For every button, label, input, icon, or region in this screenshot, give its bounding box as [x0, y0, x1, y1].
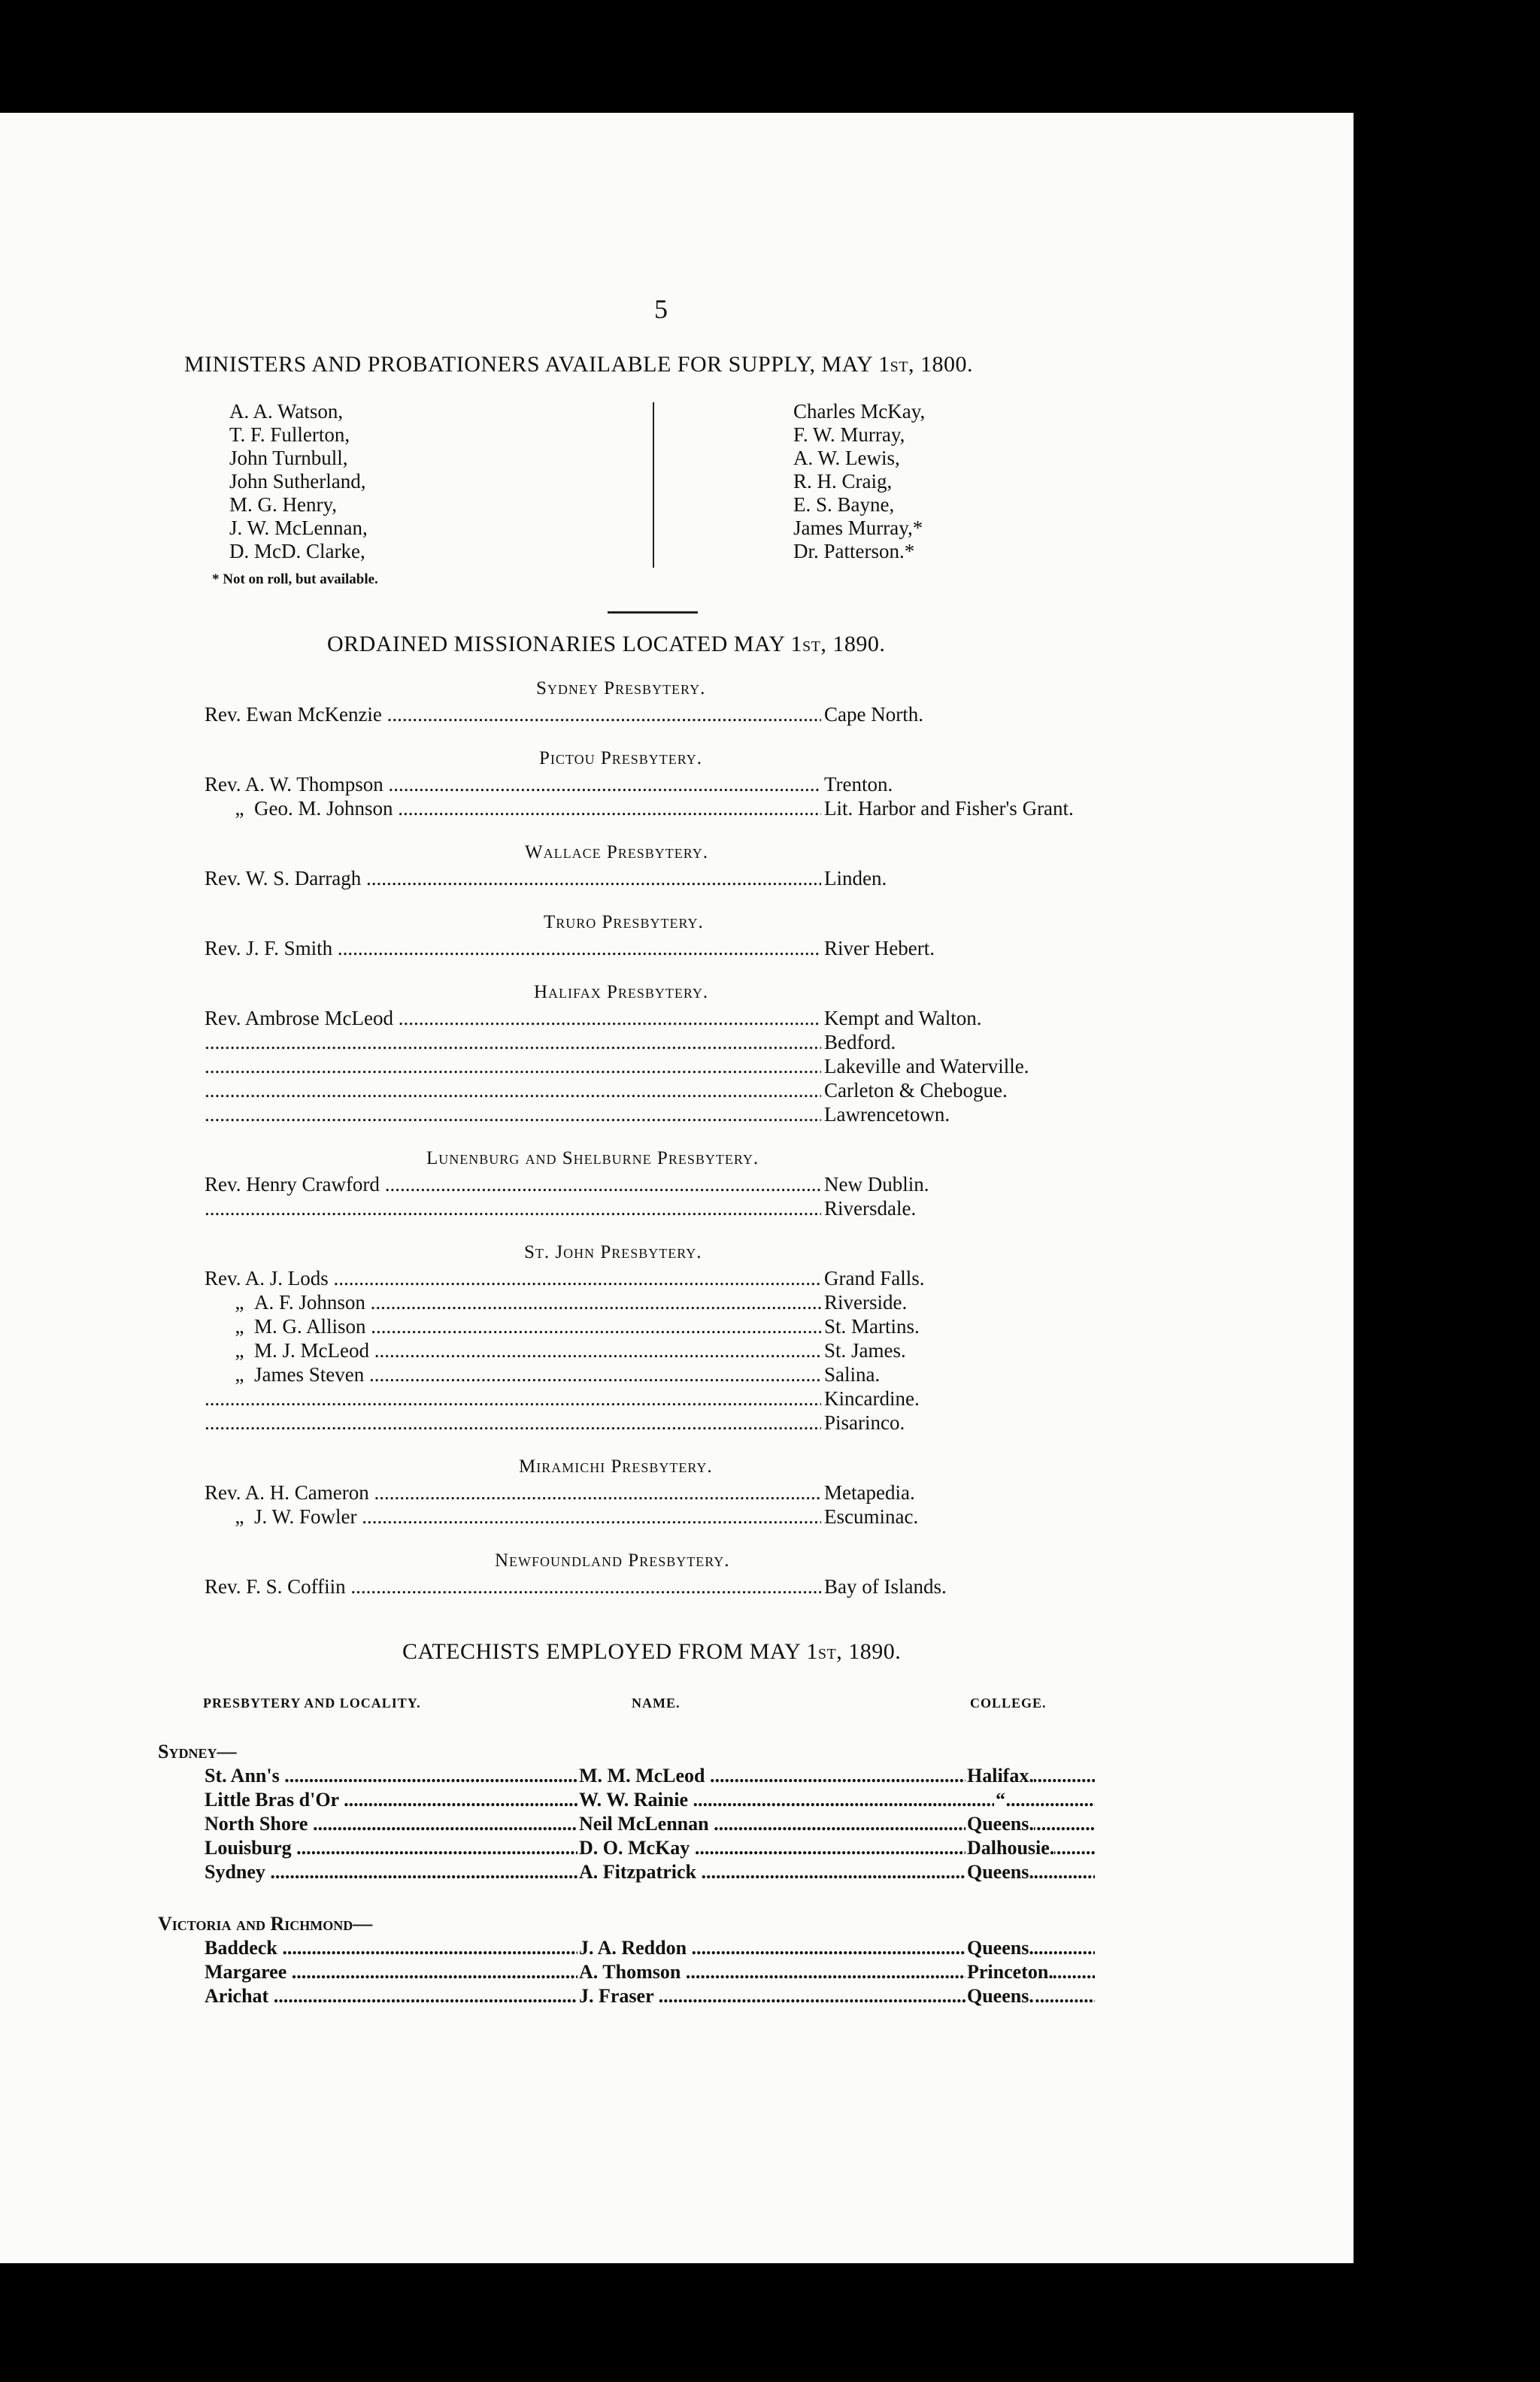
- column-header-college: COLLEGE.: [970, 1696, 1047, 1711]
- minister-name: John Turnbull,: [229, 447, 348, 469]
- minister-name: R. H. Craig,: [793, 470, 893, 492]
- presbytery-heading: Miramichi Presbytery.: [519, 1456, 713, 1477]
- catechists-heading: CATECHISTS EMPLOYED FROM MAY 1ST, 1890.: [402, 1639, 902, 1664]
- missionary-row: ..... Riversdale.: [205, 1196, 1152, 1220]
- missionary-row: ..... Pisarinco.: [205, 1411, 1152, 1435]
- missionary-row: Rev. Henry Crawford ..... New Dublin.: [205, 1172, 1152, 1196]
- missionary-row: „ J. W. Fowler ..... Escuminac.: [205, 1505, 1152, 1529]
- missionary-row: Rev. W. S. Darragh ..... Linden.: [205, 866, 1152, 890]
- missionary-row: Rev. A. W. Thompson ..... Trenton.: [205, 772, 1152, 796]
- missionary-row: ..... Carleton & Chebogue.: [205, 1078, 1152, 1102]
- presbytery-heading: Newfoundland Presbytery.: [495, 1550, 730, 1571]
- minister-name: James Murray,*: [793, 517, 923, 539]
- catechist-row: St. Ann's ..... M. M. McLeod ..... Halifax.: [205, 1764, 1092, 1788]
- missionary-row: ..... Lakeville and Waterville.: [205, 1054, 1152, 1078]
- divider-rule: [608, 611, 698, 614]
- presbytery-heading: Sydney Presbytery.: [536, 678, 706, 699]
- presbytery-heading: Halifax Presbytery.: [534, 982, 709, 1002]
- catechist-row: Sydney ..... A. Fitzpatrick ..... Queens.: [205, 1860, 1092, 1884]
- document-page: [0, 113, 1354, 2263]
- footnote: * Not on roll, but available.: [212, 571, 378, 587]
- missionary-row: „ Geo. M. Johnson ..... Lit. Harbor and Fisher's Grant.: [205, 796, 1152, 820]
- missionary-row: Rev. J. F. Smith ..... River Hebert.: [205, 936, 1152, 960]
- presbytery-heading: Wallace Presbytery.: [525, 842, 709, 862]
- catechist-row: Arichat ..... J. Fraser ..... Queens.: [205, 1984, 1092, 2008]
- missionary-row: „ James Steven ..... Salina.: [205, 1362, 1152, 1386]
- missionary-row: Rev. A. J. Lods ..... Grand Falls.: [205, 1266, 1152, 1290]
- catechist-row: North Shore ..... Neil McLennan ..... Queens.: [205, 1812, 1092, 1836]
- presbytery-heading: Truro Presbytery.: [544, 912, 704, 932]
- ministers-right-column: [793, 400, 925, 563]
- minister-name: John Sutherland,: [229, 470, 366, 492]
- ministers-left-column: [229, 400, 368, 563]
- missionary-row: ..... Lawrencetown.: [205, 1102, 1152, 1126]
- missionary-row: Rev. A. H. Cameron ..... Metapedia.: [205, 1480, 1152, 1505]
- ordained-heading: ORDAINED MISSIONARIES LOCATED MAY 1ST, 1890.: [327, 632, 886, 656]
- missionary-row: ..... Kincardine.: [205, 1386, 1152, 1411]
- missionary-row: „ A. F. Johnson ..... Riverside.: [205, 1290, 1152, 1314]
- missionary-row: ..... Bedford.: [205, 1030, 1152, 1054]
- minister-name: F. W. Murray,: [793, 423, 905, 446]
- minister-name: M. G. Henry,: [229, 493, 337, 516]
- minister-name: J. W. McLennan,: [229, 517, 368, 539]
- missionary-row: „ M. J. McLeod ..... St. James.: [205, 1338, 1152, 1362]
- catechist-group-label: Victoria and Richmond—: [158, 1913, 373, 1935]
- catechist-group-label: Sydney—: [158, 1741, 237, 1762]
- minister-name: Dr. Patterson.*: [793, 540, 915, 562]
- catechist-row: Baddeck ..... J. A. Reddon ..... Queens.: [205, 1936, 1092, 1960]
- minister-name: E. S. Bayne,: [793, 493, 895, 516]
- column-header-locality: PRESBYTERY AND LOCALITY.: [203, 1696, 421, 1711]
- missionary-row: Rev. Ambrose McLeod ..... Kempt and Walton.: [205, 1006, 1152, 1030]
- minister-name: A. A. Watson,: [229, 400, 344, 423]
- column-divider: [653, 402, 654, 568]
- missionary-row: „ M. G. Allison ..... St. Martins.: [205, 1314, 1152, 1338]
- minister-name: D. McD. Clarke,: [229, 540, 365, 562]
- column-header-name: NAME.: [632, 1696, 681, 1711]
- minister-name: T. F. Fullerton,: [229, 423, 350, 446]
- missionary-row: Rev. Ewan McKenzie ..... Cape North.: [205, 702, 1152, 726]
- page-number: 5: [654, 294, 668, 324]
- minister-name: Charles McKay,: [793, 400, 926, 423]
- catechist-row: Louisburg ..... D. O. McKay ..... Dalhousie.: [205, 1836, 1092, 1860]
- presbytery-heading: St. John Presbytery.: [524, 1242, 702, 1262]
- presbytery-heading: Pictou Presbytery.: [539, 748, 702, 768]
- catechist-row: Little Bras d'Or ..... W. W. Rainie ..... “: [205, 1788, 1092, 1812]
- presbytery-heading: Lunenburg and Shelburne Presbytery.: [426, 1148, 759, 1168]
- catechist-row: Margaree ..... A. Thomson ..... Princeton.: [205, 1960, 1092, 1984]
- minister-name: A. W. Lewis,: [793, 447, 900, 469]
- ministers-heading: MINISTERS AND PROBATIONERS AVAILABLE FOR SUPPLY, MAY 1ST, 1800.: [184, 352, 973, 377]
- missionary-row: Rev. F. S. Coffiin ..... Bay of Islands.: [205, 1574, 1152, 1599]
